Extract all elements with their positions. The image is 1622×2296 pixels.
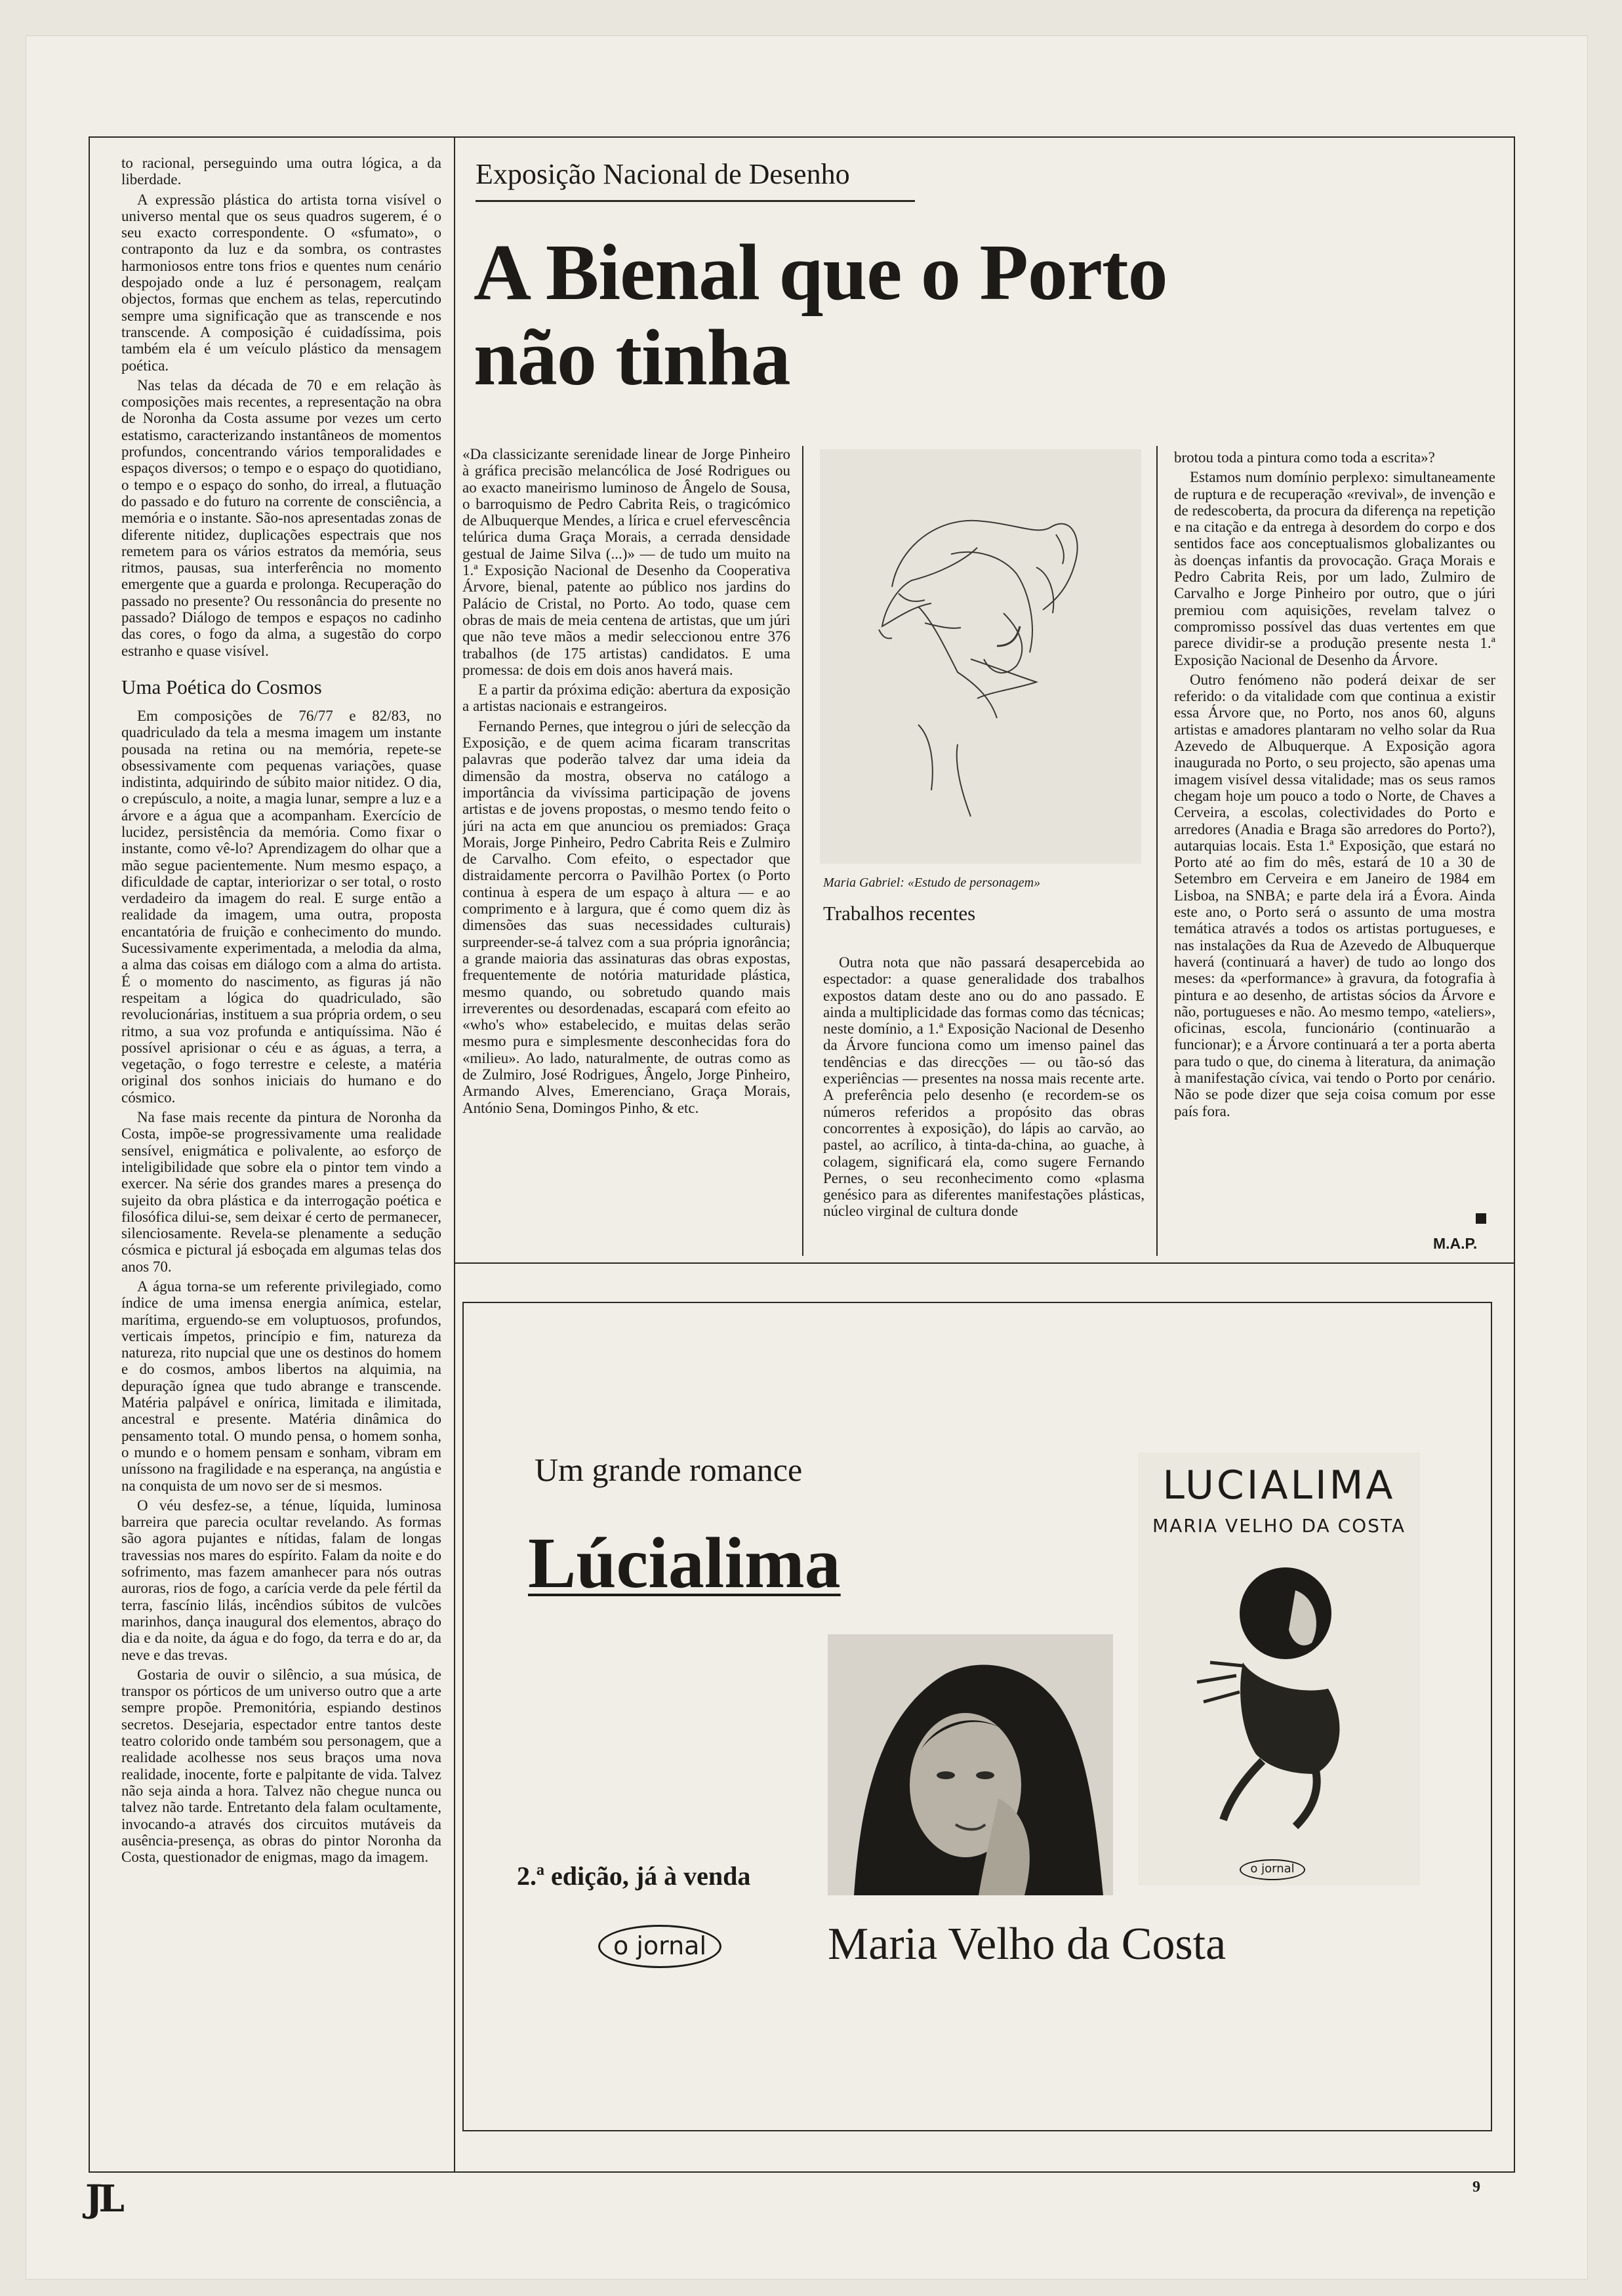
book-cover bbox=[1138, 1453, 1420, 1885]
paragraph: O véu desfez-se, a ténue, líquida, luminosa barreira que parecia ocultar revelando. As formas são agora pujantes e nítidas, falam de longas travessias nos mares do espírito. Falam da noite e do sofrimento, mas fazem amanhecer para nós outras auroras, rios de fogo, a carícia verde da pele fértil da terra, fascínio lilás, incêndios súbitos de vulcões marinhos, dança inaugural dos elementos, abraço do dia e da noite, da água e do fogo, da terra e do ar, da neve e das trevas. bbox=[121, 1497, 441, 1663]
paragraph: «Da classicizante serenidade linear de Jorge Pinheiro à gráfica precisão melancólica de José Rodrigues ou ao exacto maneirismo luminoso de Ângelo de Sousa, o barroquismo de Pedro Cabrita Reis, o tragicómico de Albuquerque Mendes, a lírica e cruel efervescência telúrica duma Graça Morais, a cerrada densidade gestual de Jaime Silva (...)» — de tudo um muito na 1.ª Exposição Nacional de Desenho da Cooperativa Árvore, bienal, patente ao público nos jardins do Palácio de Cristal, no Porto. Ao todo, quase cem obras de mais de meia centena de artistas, que um júri que não teve mãos a medir seleccionou entre 376 trabalhos (de 175 artistas) candidatos. E uma promessa: de dois em dois anos haverá mais. bbox=[462, 446, 790, 678]
paragraph: Outra nota que não passará desapercebida ao espectador: a quase generalidade dos trabalhos expostos datam deste ano ou do ano passado. E ainda a multiplicidade das formas como das técnicas; neste domínio, a 1.ª Exposição Nacional de Desenho da Árvore funciona como um imenso painel das tendências e das direcções — ou tão-só das experiências — presentes na nossa mais recente arte. A preferência pelo desenho (e recordem-se os números referidos a propósito das obras concorrentes à exposição), do lápis ao carvão, ao pastel, ao acrílico, à tinta-da-china, ao guache, à colagem, significará ela, como sugere Fernando Pernes, o seu reconhecimento como «plasma genésico para as diferentes manifestações plásticas, núcleo virginal de cultura donde bbox=[823, 954, 1145, 1220]
article-divider-2 bbox=[1156, 446, 1158, 1256]
page-number: 9 bbox=[1472, 2179, 1480, 2196]
figure-caption: Maria Gabriel: «Estudo de personagem» bbox=[823, 876, 1041, 890]
paragraph: Outro fenómeno não poderá deixar de ser referido: o da vitalidade com que continua a existir essa Árvore que, no Porto, nos anos 60, alguns artistas e amadores plantaram no velho solar da Rua Azevedo de Albuquerque. A Exposição agora inaugurada no Porto, o seu projecto, são apenas uma imagem visível dessa vitalidade; mas os seus ramos chegam hoje um pouco a todo o Norte, de Chaves a Cerveira, a escolas, colectividades do Porto e arredores (Anadia e Braga são arredores do Porto?), autarquias locais. Esta 1.ª Exposição, que estará no Porto até ao fim do mês, estará de 10 a 30 de Setembro em Cerveira e em Janeiro de 1984 em Lisboa, na SNBA; e parte dela irá a Évora. Ainda este ano, o Porto será o assunto de uma mostra temática através a todos os artistas portugueses, e nas instalações da Rua de Azevedo de Albuquerque haverá (continuará a haver) de tudo ao longo dos meses: da «performance» à gravura, da fotografia à pintura e ao desenho, de artistas sócios da Árvore e não, portugueses e não. Ao mesmo tempo, «ateliers», oficinas, escola, funcionário (continuarão a funcionar); e a Árvore continuará a ter a porta aberta para tudo o que, do cinema à literatura, da animação à manifestação cívica, vai tendo o Porto por cenário. Não se pode dizer que seja coisa comum por esse país fora. bbox=[1174, 671, 1495, 1119]
article-signature: M.A.P. bbox=[1433, 1235, 1478, 1252]
paragraph: brotou toda a pintura como toda a escrita»? bbox=[1174, 449, 1435, 466]
paragraph: E a partir da próxima edição: abertura da exposição a artistas nacionais e estrangeiros. bbox=[462, 681, 790, 715]
paragraph: Na fase mais recente da pintura de Noronha da Costa, impõe-se progressivamente uma realidade sensível, enigmática e polivalente, ao esforço de inteligibilidade que sobre ela o pintor tem vindo a exercer. Na série dos grandes mares a presença do sujeito da obra plástica e da interrogação poética e filosófica dilui-se, sem deixar é certo de permanecer, silenciosamente. Revela-se plenamente a sedução cósmica e pictural já esboçada em algumas telas dos anos 70. bbox=[121, 1109, 441, 1275]
paragraph: A água torna-se um referente privilegiado, como índice de uma imensa energia anímica, estelar, marítima, erguendo-se em voluptuosos, profundos, verticais ímpetos, princípio e fim, natureza da natureza, rito nupcial que une os destinos do homem e do cosmos, ambos libertos na alquimia, na depuração ígnea que tudo abrange e transcende. Matéria palpável e onírica, limitada e ilimitada, ancestral e presente. Matéria dinâmica do pensamento total. O mundo pensa, o homem sonha, o mundo e o homem pensam e sonham, vibram em uníssono na fragilidade e na esperança, na angústia e na conquista de um novo ser de si mesmos. bbox=[121, 1278, 441, 1494]
paragraph: Em composições de 76/77 e 82/83, no quadriculado da tela a mesma imagem um instante pousada na retina ou na memória, repete-se obsessivamente com pequenas variações, quase indistinta, adquirindo de súbito maior nitidez. O dia, o crepúsculo, a noite, a magia lunar, sempre a luz e a árvore e a água que a acompanham. Exercício de lucidez, persistência da memória. Como fixar o instante, como vê-lo? Aprendizagem do olhar que a mão segue pacientemente. Num mesmo espaço, a dificuldade de captar, interiorizar o ser total, o rosto verdadeiro da imagem do real. E surge então a realidade da imagem, uma outra, proposta encantatória de fruição e conhecimento do mundo. Sucessivamente experimentada, a melodia da alma, a alma das coisas em diálogo com a alma do artista. É o momento do nascimento, as figuras já não respeitam a lógica do quadriculado, são revolucionárias, instituem a sua própria ordem, o seu ritmo, a sua voz profunda e antiquíssima. Não é possível aprisionar o céu e as águas, a terra, a vegetação, o fogo terrestre e celeste, a matéria original dos sonhos iniciais do humano e do cósmico. bbox=[121, 707, 441, 1106]
o-jornal-logo: o jornal bbox=[598, 1925, 721, 1968]
subheading-recent-works: Trabalhos recentes bbox=[823, 902, 976, 925]
left-article-column bbox=[121, 155, 441, 2106]
cover-author: MARIA VELHO DA COSTA bbox=[1152, 1515, 1406, 1537]
cover-logo: o jornal bbox=[1240, 1859, 1305, 1880]
ad-edition-note: 2.ª edição, já à venda bbox=[517, 1861, 751, 1891]
article-kicker: Exposição Nacional de Desenho bbox=[476, 158, 850, 190]
article-divider-1 bbox=[802, 446, 803, 1256]
ad-book-title: Lúcialima bbox=[528, 1523, 841, 1603]
subheading: Uma Poética do Cosmos bbox=[121, 675, 322, 698]
ad-tagline: Um grande romance bbox=[535, 1451, 803, 1488]
paragraph: Estamos num domínio perplexo: simultaneamente de ruptura e de recuperação «revival», de invenção e de redescoberta, da procura da diferença na repetição e na citação e da entrega à desordem do corpo e dos sentidos face aos conceptualismos globalizantes ou às doenças infantis da provocação. Graça Morais e Pedro Cabrita Reis, por um lado, Zulmiro de Carvalho e Jorge Pinheiro por outro, que o júri premiou com aquisições, revelam talvez o compromisso possível das duas vertentes em que parece dividir-se a produção presente nesta 1.ª Exposição Nacional de Desenho da Árvore. bbox=[1174, 469, 1495, 668]
headline-line-1: A Bienal que o Porto bbox=[474, 228, 1167, 317]
paragraph: A expressão plástica do artista torna visível o universo mental que os seus quadros sugerem, é o seu exacto correspondente. O «sfumato», o contraponto da luz e da sombra, os contrastes harmoniosos entre tons frios e quentes num cenário despojado onde a luz é personagem, realçam objectos, formas que enchem as telas, repercutindo sempre uma significação que as transcende e nos transcende. A composição é cuidadíssima, pois também ela é um veículo plástico da mensagem poética. bbox=[121, 191, 441, 374]
column-divider bbox=[454, 136, 455, 2173]
kicker-underline bbox=[476, 200, 915, 202]
author-photo bbox=[828, 1634, 1113, 1895]
paragraph: Fernando Pernes, que integrou o júri de selecção da Exposição, e de quem acima ficaram transcritas palavras que poderão talvez dar uma ideia da dimensão da mostra, observa no catálogo a importância da vivíssima participação de jovens artistas e de jovens propostas, o mesmo tendo feito o júri na acta em que anunciou os premiados: Graça Morais, Jorge Pinheiro, Pedro Cabrita Reis e Zulmiro de Carvalho. Com efeito, o espectador que distraidamente percorra o Pavilhão Portex (o Porto continua à espera de um espaço à altura — e ao comprimento e à largura, que é como quem diz às dimensões das suas necessidades culturais) surpreender-se-á talvez com a sua própria ignorância; a grande maioria das assinaturas das obras expostas, frequentemente de notória maturidade plástica, mesmo quando, ou sobretudo quando mais irreverentes ou desordenadas, escapará com efeito ao «who's who» estabelecido, e muitas delas serão mesmo pura e simplesmente desconhecidas fora do «milieu». Ao lado, naturalmente, de outras como as de Zulmiro, José Rodrigues, Ângelo, Jorge Pinheiro, Armando Alves, Emerenciano, Graça Morais, António Sena, Domingos Pinho, & etc. bbox=[462, 717, 790, 1116]
portrait-image bbox=[828, 1634, 1113, 1895]
headline-line-2: não tinha bbox=[474, 313, 790, 402]
paragraph: Nas telas da década de 70 e em relação às composições mais recentes, a representação na obra de Noronha da Costa assume por vezes um certo estatismo, caracterizando instantâneos de momentos profundos, concentrando vários temporalidades e espaços diversos; o tempo e o espaço do quotidiano, o tempo e o espaço do sonho, do irreal, a flutuação do passado e do futuro na corrente de consciência, a memória e o instante. São-nos apresentadas zonas de diferente nitidez, duplicações espectrais que nos remetem para os vários estratos da memória, seus ritmos, pausas, sua interferência no momento emergente que a guarda e prolonga. Recuperação do passado no presente? Ou ressonância do presente no passado? Diálogo de tempos e espaços no cadinho das cores, o fogo da alma, a sugestão do corpo estranho e quase visível. bbox=[121, 376, 441, 659]
end-mark bbox=[1476, 1213, 1486, 1224]
cover-title: LUCIALIMA bbox=[1162, 1462, 1396, 1508]
sketch-drawing bbox=[820, 449, 1141, 864]
cover-illustration bbox=[1158, 1551, 1400, 1840]
jl-masthead-logo: JL bbox=[85, 2177, 121, 2221]
article-column-1 bbox=[462, 446, 790, 1256]
ad-top-rule bbox=[454, 1262, 1515, 1264]
paragraph: Gostaria de ouvir o silêncio, a sua música, de transpor os pórticos de um universo outro que a arte sempre propõe. Premonitória, espiando destinos secretos. Desejaria, espectador entre tantos deste teatro colorido onde também sou personagem, que a realidade acolhesse nos seus braços uma nova realidade, inocente, forte e palpitante de vida. Talvez não seja ainda a hora. Talvez não chegue nunca ou talvez não tarde. Entretanto dela falam ocultamente, invocando-a através dos circuitos mutáveis da ausência-presença, as obras do pintor Noronha da Costa, questionador de enigmas, mago da imagem. bbox=[121, 1666, 441, 1866]
article-column-3 bbox=[1174, 449, 1495, 1223]
drawing-illustration bbox=[820, 449, 1141, 864]
ad-author-name: Maria Velho da Costa bbox=[828, 1919, 1227, 1969]
paragraph: to racional, perseguindo uma outra lógica, a da liberdade. bbox=[121, 155, 441, 188]
article-column-2 bbox=[823, 954, 1145, 1256]
